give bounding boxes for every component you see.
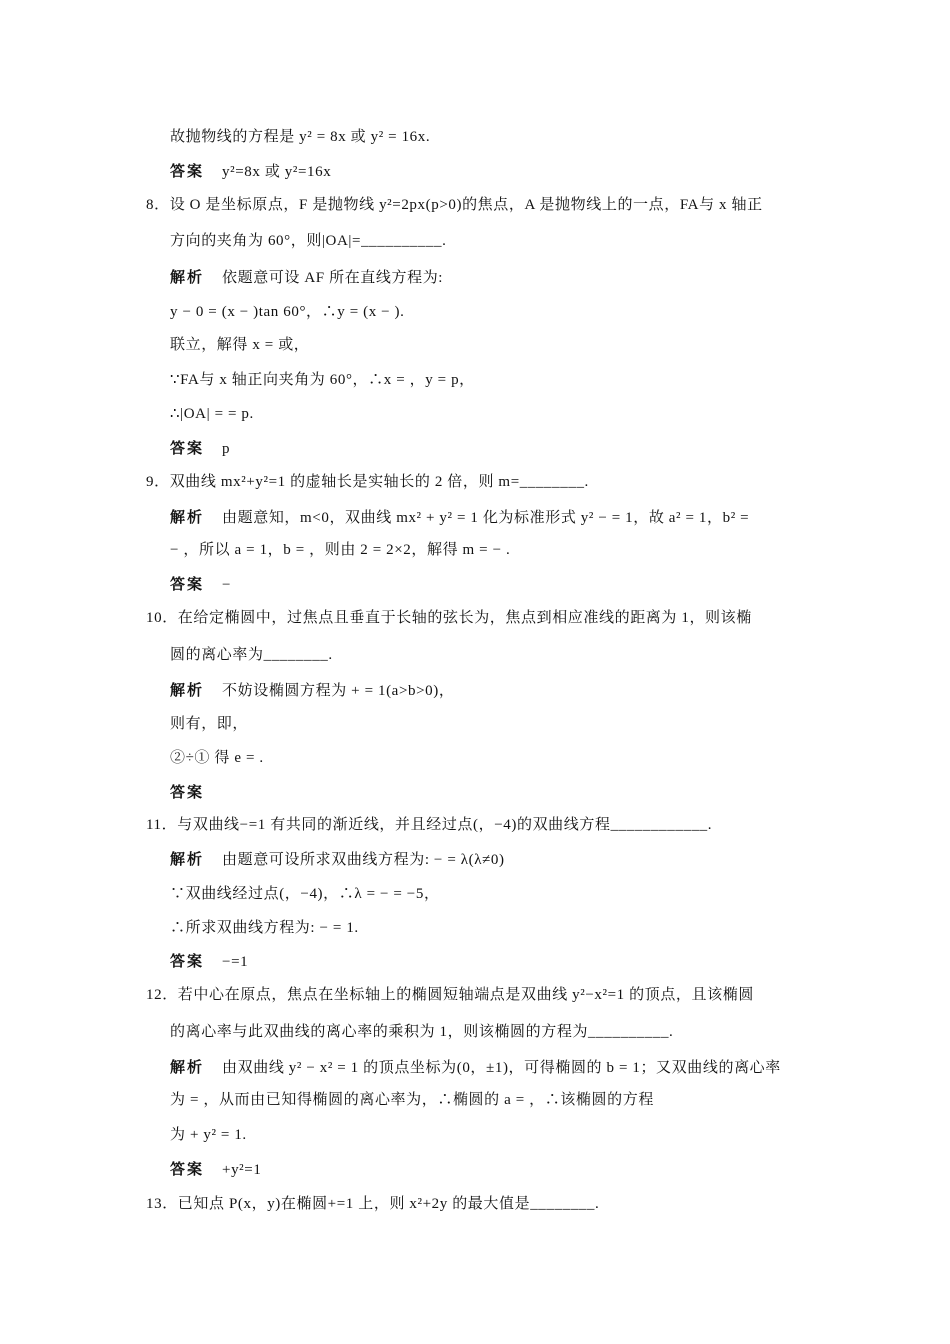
question-12: 12．若中心在原点，焦点在坐标轴上的椭圆短轴端点是双曲线 y²−x²=1 的顶点，且该椭圆 — [146, 987, 754, 1003]
text-line: 方向的夹角为 60°，则|OA|=__________. — [170, 233, 447, 249]
text-line: 故抛物线的方程是 y² = 8x 或 y² = 16x. — [170, 129, 431, 145]
answer-line: 答案 y²=8x 或 y²=16x — [170, 162, 332, 180]
question-10: 10．在给定椭圆中，过焦点且垂直于长轴的弦长为，焦点到相应准线的距离为 1，则该椭 — [146, 610, 752, 626]
answer-label: 答案 — [170, 783, 205, 801]
analysis-line: 解析 依题意可设 AF 所在直线方程为: — [170, 268, 444, 286]
text-line: 为 + y² = 1. — [170, 1127, 247, 1143]
answer-label: 答案 — [170, 575, 205, 593]
question-13: 13．已知点 P(x，y)在椭圆+=1 上，则 x²+2y 的最大值是________. — [146, 1196, 600, 1212]
text-line: 联立，解得 x = 或， — [170, 337, 310, 353]
answer-line: 答案 − — [170, 575, 232, 593]
text-line: ②÷① 得 e = . — [170, 750, 264, 766]
answer-label: 答案 — [170, 1160, 205, 1178]
text-line: 为 = ，从而由已知得椭圆的离心率为，∴椭圆的 a = ，∴该椭圆的方程 — [170, 1092, 654, 1108]
answer-line — [170, 782, 222, 803]
analysis-label: 解析 — [170, 850, 205, 868]
answer-label: 答案 — [170, 162, 205, 180]
text-line: 的离心率与此双曲线的离心率的乘积为 1，则该椭圆的方程为__________. — [170, 1024, 674, 1040]
question-8: 8．设 O 是坐标原点，F 是抛物线 y²=2px(p>0)的焦点，A 是抛物线上的一点，FA与 x 轴正 — [146, 197, 763, 213]
text-line: y − 0 = (x − )tan 60°，∴y = (x − ). — [170, 304, 405, 320]
analysis-line: 解析 由双曲线 y² − x² = 1 的顶点坐标为(0，±1)，可得椭圆的 b = 1；又双曲线的离心率 — [170, 1058, 781, 1076]
analysis-label: 解析 — [170, 508, 205, 526]
answer-line: 答案 p — [170, 439, 231, 457]
answer-line: 答案 −=1 — [170, 952, 249, 970]
analysis-line: 解析 由题意可设所求双曲线方程为: − = λ(λ≠0) — [170, 850, 505, 868]
question-11: 11．与双曲线−=1 有共同的渐近线，并且经过点(，−4)的双曲线方程____________. — [146, 817, 713, 833]
analysis-label: 解析 — [170, 681, 205, 699]
text-line: 圆的离心率为________. — [170, 647, 333, 663]
analysis-line: 解析 由题意知，m<0，双曲线 mx² + y² = 1 化为标准形式 y² − = 1，故 a² = 1，b² = — [170, 508, 750, 526]
text-line: ∵双曲线经过点(，−4)，∴λ = − = −5， — [170, 886, 440, 902]
text-line: ∴所求双曲线方程为: − = 1. — [170, 920, 359, 936]
answer-line: 答案 +y²=1 — [170, 1160, 262, 1178]
answer-label: 答案 — [170, 439, 205, 457]
text-line: − ，所以 a = 1，b = ，则由 2 = 2×2，解得 m = − . — [170, 542, 511, 558]
analysis-label: 解析 — [170, 268, 205, 286]
analysis-line: 解析 不妨设椭圆方程为 + = 1(a>b>0)， — [170, 681, 455, 699]
text-line: 则有，即， — [170, 716, 249, 732]
question-9: 9．双曲线 mx²+y²=1 的虚轴长是实轴长的 2 倍，则 m=________. — [146, 474, 589, 490]
text-line: ∴|OA| = = p. — [170, 406, 254, 422]
answer-label: 答案 — [170, 952, 205, 970]
analysis-label: 解析 — [170, 1058, 205, 1076]
text-line: ∵FA与 x 轴正向夹角为 60°，∴x = ，y = p， — [170, 372, 475, 388]
